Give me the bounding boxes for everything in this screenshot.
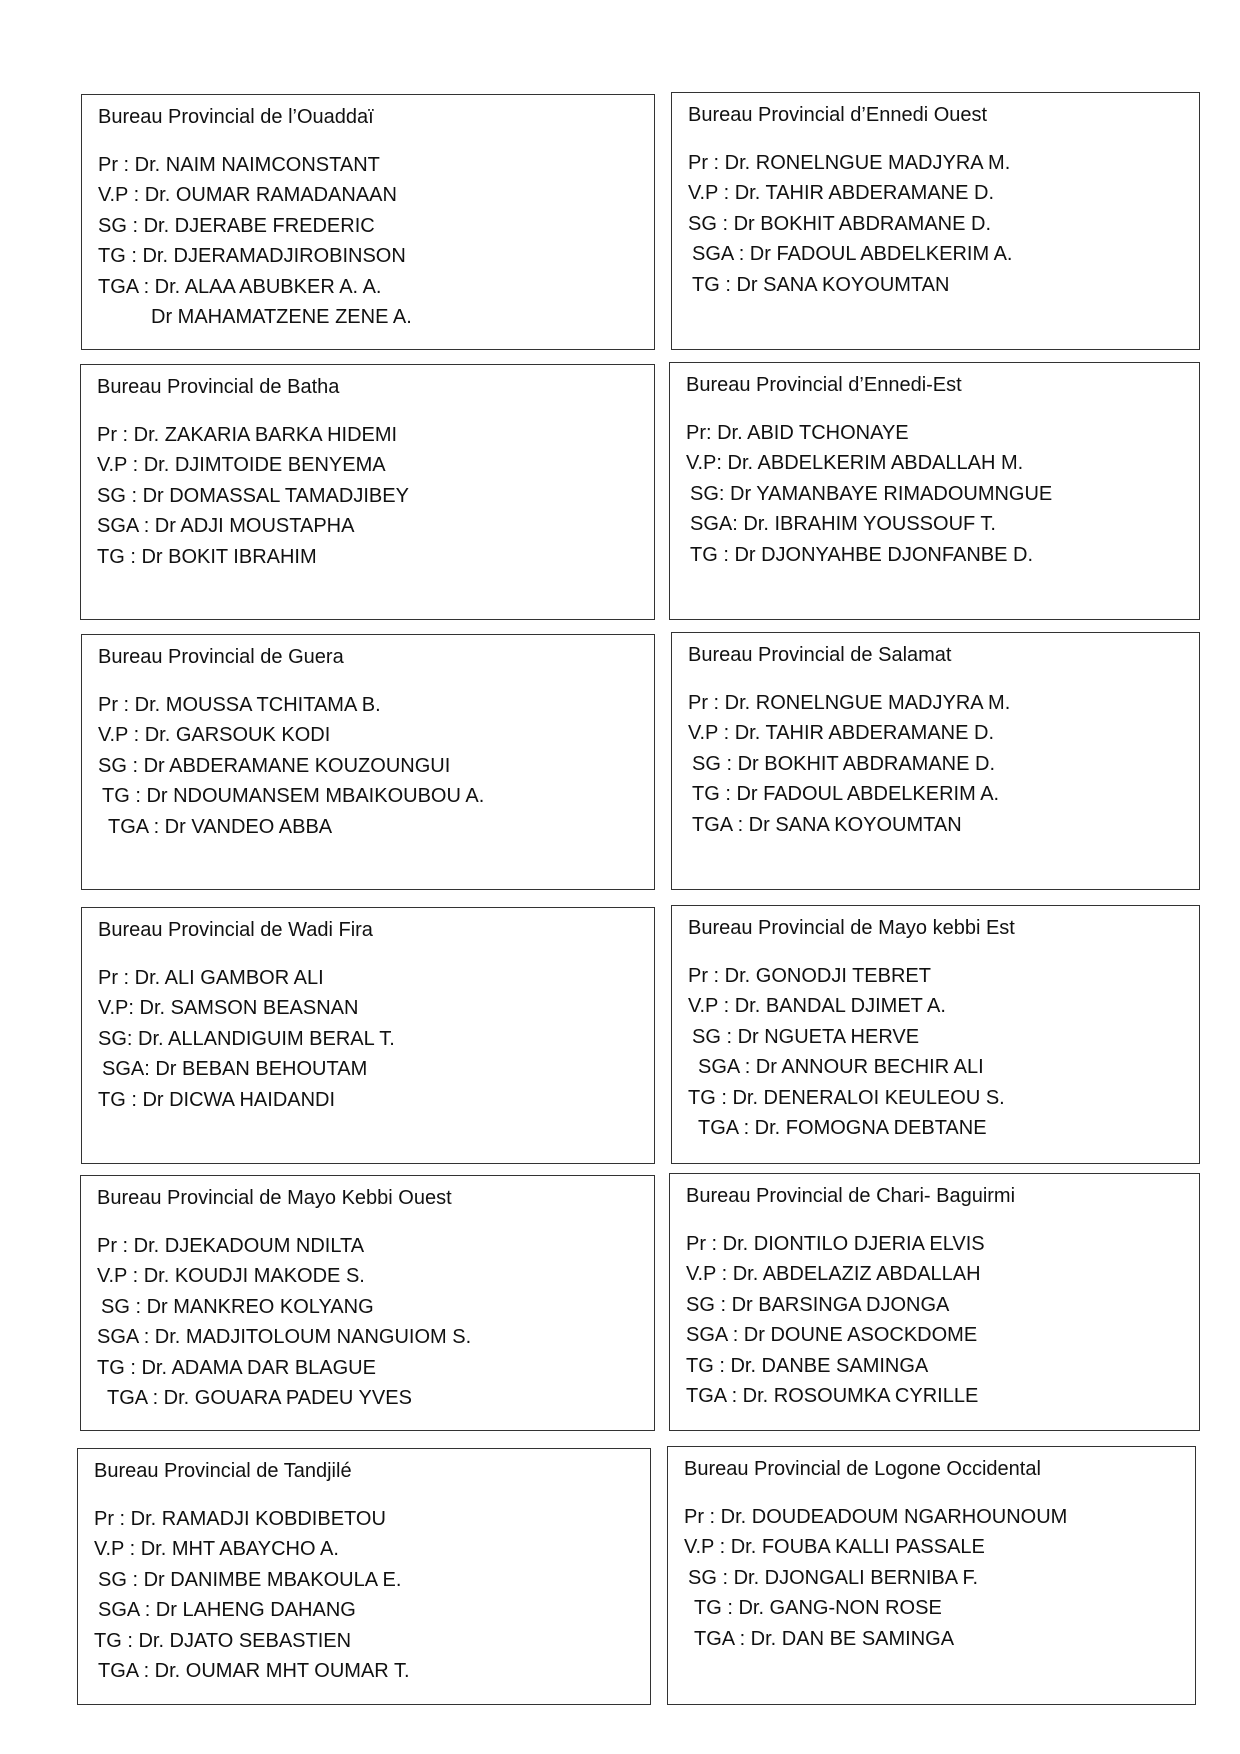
member-line: TG : Dr. DJATO SEBASTIEN (94, 1629, 352, 1652)
box-tandjile (77, 1448, 651, 1705)
member-list (94, 1504, 410, 1686)
box-title: Bureau Provincial de Salamat (688, 644, 952, 666)
member-line: SG : Dr. DJERABE FREDERIC (98, 214, 375, 237)
member-list (97, 1231, 471, 1413)
member-list (688, 961, 1005, 1143)
member-line: SGA : Dr LAHENG DAHANG (98, 1599, 356, 1622)
member-line: Pr : Dr. MOUSSA TCHITAMA B. (98, 694, 381, 716)
member-line: TG : Dr. DANBE SAMINGA (686, 1354, 929, 1377)
member-list (97, 420, 409, 572)
member-line: SGA : Dr FADOUL ABDELKERIM A. (692, 243, 1013, 266)
member-line: TGA : Dr. OUMAR MHT OUMAR T. (98, 1660, 410, 1683)
member-line: TG : Dr DICWA HAIDANDI (98, 1088, 336, 1111)
member-line: SG : Dr ABDERAMANE KOUZOUNGUI (98, 754, 451, 777)
member-list (684, 1502, 1067, 1654)
member-line: Pr : Dr. DJEKADOUM NDILTA (97, 1235, 365, 1257)
box-ennedi-ouest (671, 92, 1200, 350)
member-line: V.P: Dr. SAMSON BEASNAN (98, 997, 359, 1020)
member-list (98, 963, 395, 1115)
member-list (98, 690, 484, 842)
member-line: Pr : Dr. DOUDEADOUM NGARHOUNOUM (684, 1506, 1068, 1528)
box-title: Bureau Provincial de Tandjilé (94, 1460, 352, 1482)
member-line: SG : Dr NGUETA HERVE (692, 1025, 920, 1048)
member-list (686, 418, 1052, 570)
member-line: TG : Dr NDOUMANSEM MBAIKOUBOU A. (102, 785, 485, 808)
member-line: SG : Dr BOKHIT ABDRAMANE D. (692, 752, 996, 775)
box-title: Bureau Provincial d’Ennedi-Est (686, 374, 962, 396)
member-line: TG : Dr. DJERAMADJIROBINSON (98, 245, 406, 268)
member-list (98, 150, 412, 332)
member-line: SGA : Dr. MADJITOLOUM NANGUIOM S. (97, 1326, 472, 1349)
member-line: V.P : Dr. GARSOUK KODI (98, 724, 331, 747)
box-salamat (671, 632, 1200, 890)
member-line: SG : Dr DANIMBE MBAKOULA E. (98, 1568, 402, 1591)
member-list (686, 1229, 985, 1411)
box-chari-baguirmi (669, 1173, 1200, 1431)
member-line: SG : Dr. DJONGALI BERNIBA F. (688, 1566, 979, 1589)
box-title: Bureau Provincial de Wadi Fira (98, 919, 373, 941)
box-batha (80, 364, 655, 620)
member-line: Pr : Dr. RONELNGUE MADJYRA M. (688, 152, 1011, 174)
member-line: V.P : Dr. KOUDJI MAKODE S. (97, 1265, 365, 1288)
member-line: SG : Dr MANKREO KOLYANG (101, 1295, 374, 1318)
member-line: Pr: Dr. ABID TCHONAYE (686, 422, 909, 444)
member-line: TGA : Dr. FOMOGNA DEBTANE (698, 1117, 987, 1140)
member-line: V.P : Dr. ABDELAZIZ ABDALLAH (686, 1263, 981, 1286)
box-title: Bureau Provincial de Logone Occidental (684, 1458, 1041, 1480)
member-line: V.P : Dr. TAHIR ABDERAMANE D. (688, 722, 995, 745)
member-list (688, 148, 1012, 300)
member-line: Dr MAHAMATZENE ZENE A. (151, 306, 412, 329)
box-title: Bureau Provincial de Mayo Kebbi Ouest (97, 1187, 452, 1209)
box-title: Bureau Provincial de l’Ouaddaï (98, 106, 374, 128)
member-line: TGA : Dr. ROSOUMKA CYRILLE (686, 1385, 979, 1408)
member-line: TG : Dr BOKIT IBRAHIM (97, 545, 317, 568)
member-line: Pr : Dr. GONODJI TEBRET (688, 965, 931, 987)
member-line: SG : Dr BOKHIT ABDRAMANE D. (688, 212, 992, 235)
member-line: SGA : Dr ANNOUR BECHIR ALI (698, 1056, 984, 1079)
member-line: SG: Dr YAMANBAYE RIMADOUMNGUE (690, 482, 1053, 505)
box-title: Bureau Provincial de Batha (97, 376, 340, 398)
box-logone-occidental (667, 1446, 1196, 1705)
member-line: Pr : Dr. RAMADJI KOBDIBETOU (94, 1508, 386, 1530)
member-line: SGA : Dr DOUNE ASOCKDOME (686, 1324, 978, 1347)
member-line: SG: Dr. ALLANDIGUIM BERAL T. (98, 1027, 395, 1050)
box-wadi-fira (81, 907, 655, 1164)
member-line: TGA : Dr SANA KOYOUMTAN (692, 813, 962, 836)
member-line: V.P : Dr. OUMAR RAMADANAAN (98, 184, 397, 207)
box-guera (81, 634, 655, 890)
box-title: Bureau Provincial d’Ennedi Ouest (688, 104, 988, 126)
member-list (688, 688, 1010, 840)
member-line: TG : Dr SANA KOYOUMTAN (692, 273, 950, 296)
member-line: TGA : Dr. DAN BE SAMINGA (694, 1627, 955, 1650)
member-line: TG : Dr. GANG-NON ROSE (694, 1597, 942, 1620)
member-line: TGA : Dr VANDEO ABBA (108, 815, 333, 838)
box-title: Bureau Provincial de Guera (98, 646, 344, 668)
member-line: TGA : Dr. ALAA ABUBKER A. A. (98, 275, 382, 298)
member-line: Pr : Dr. NAIM NAIMCONSTANT (98, 154, 380, 176)
member-line: SGA: Dr. IBRAHIM YOUSSOUF T. (690, 513, 996, 536)
box-title: Bureau Provincial de Chari- Baguirmi (686, 1185, 1016, 1207)
box-mayo-kebbi-ouest (80, 1175, 655, 1431)
member-line: V.P: Dr. ABDELKERIM ABDALLAH M. (686, 452, 1024, 475)
box-ennedi-est (669, 362, 1200, 620)
member-line: V.P : Dr. FOUBA KALLI PASSALE (684, 1536, 985, 1559)
box-title: Bureau Provincial de Mayo kebbi Est (688, 917, 1015, 939)
member-line: TG : Dr. ADAMA DAR BLAGUE (97, 1356, 376, 1379)
member-line: Pr : Dr. ZAKARIA BARKA HIDEMI (97, 424, 398, 446)
member-line: SGA: Dr BEBAN BEHOUTAM (102, 1058, 368, 1081)
member-line: SG : Dr DOMASSAL TAMADJIBEY (97, 484, 409, 507)
member-line: SG : Dr BARSINGA DJONGA (686, 1293, 950, 1316)
member-line: Pr : Dr. ALI GAMBOR ALI (98, 967, 324, 989)
member-line: TG : Dr DJONYAHBE DJONFANBE D. (690, 543, 1033, 566)
member-line: TG : Dr FADOUL ABDELKERIM A. (692, 783, 1000, 806)
member-line: Pr : Dr. DIONTILO DJERIA ELVIS (686, 1233, 985, 1255)
member-line: V.P : Dr. BANDAL DJIMET A. (688, 995, 946, 1018)
box-mayo-kebbi-est (671, 905, 1200, 1164)
member-line: TG : Dr. DENERALOI KEULEOU S. (688, 1086, 1005, 1109)
member-line: V.P : Dr. MHT ABAYCHO A. (94, 1538, 339, 1561)
member-line: Pr : Dr. RONELNGUE MADJYRA M. (688, 692, 1011, 714)
member-line: TGA : Dr. GOUARA PADEU YVES (107, 1387, 412, 1410)
member-line: V.P : Dr. DJIMTOIDE BENYEMA (97, 454, 386, 477)
member-line: SGA : Dr ADJI MOUSTAPHA (97, 515, 355, 538)
member-line: V.P : Dr. TAHIR ABDERAMANE D. (688, 182, 995, 205)
box-ouaddai (81, 94, 655, 350)
